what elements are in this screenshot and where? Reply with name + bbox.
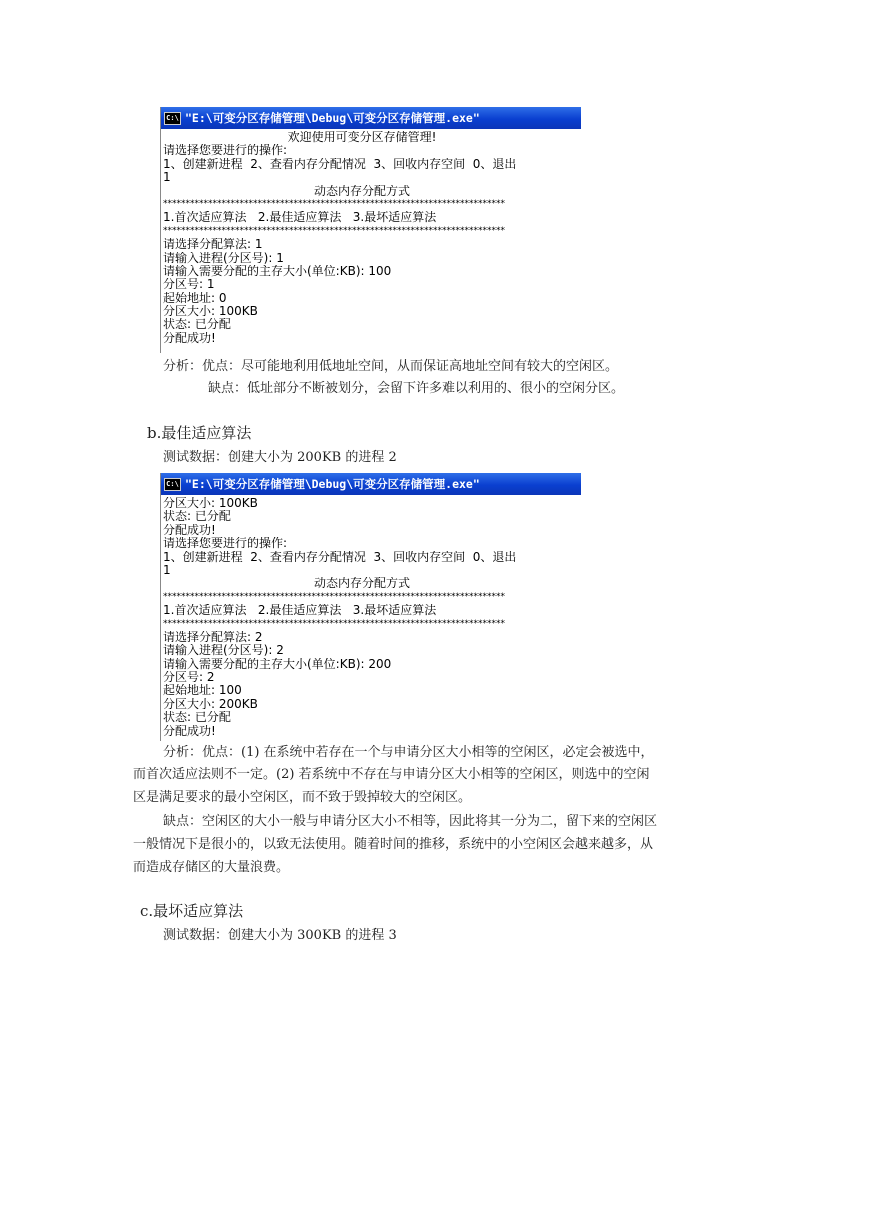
console-line: 1 [163,171,171,185]
console-line: 请选择分配算法: 1 [163,238,263,252]
analysis2-line6: 而造成存储区的大量浪费。 [133,860,290,875]
console-line: 请选择您要进行的操作: [163,144,288,158]
console-line: 分配成功! [163,523,216,537]
console-output [161,495,581,738]
console-line: 分区大小: 100KB [163,305,258,319]
console-line: 请输入需要分配的主存大小(单位:KB): 100 [163,264,392,278]
console-line: 状态: 已分配 [163,318,231,332]
console-line: 1 [163,563,171,577]
console-line: 分区号: 2 [163,671,215,685]
analysis2-line3: 区是满足要求的最小空闲区，而不致于毁掉较大的空闲区。 [133,790,472,805]
console-line: **************************************************************************** [163,225,505,236]
analysis2-line4: 缺点：空闲区的大小一般与申请分区大小不相等，因此将其一分为二，留下来的空闲区 [163,814,658,829]
console-line: 1.首次适应算法 2.最佳适应算法 3.最坏适应算法 [163,211,437,225]
console-title-bar [161,473,581,495]
section-heading-b: b.最佳适应算法 [147,424,252,442]
analysis-advantage: 分析：优点：尽可能地利用低地址空间，从而保证高地址空间有较大的空闲区。 [163,359,619,374]
analysis2-line1: 分析：优点：(1) 在系统中若存在一个与申请分区大小相等的空闲区，必定会被选中， [163,745,654,760]
console-line: 请选择您要进行的操作: [163,537,288,551]
console-line: 分配成功! [163,331,216,345]
console-window-2 [160,473,581,741]
console-title-bar [161,107,581,129]
console-line: 1、创建新进程 2、查看内存分配情况 3、回收内存空间 0、退出 [163,157,517,171]
test-data-b: 测试数据：创建大小为 200KB 的进程 2 [163,450,397,465]
console-line: 分区号: 1 [163,278,215,292]
console-line: 1.首次适应算法 2.最佳适应算法 3.最坏适应算法 [163,604,437,618]
console-line: 请输入需要分配的主存大小(单位:KB): 200 [163,657,392,671]
console-line: **************************************************************************** [163,591,505,602]
console-line: 分区大小: 200KB [163,697,258,711]
console-icon: C:\ [164,478,181,491]
console-line: 请输入进程(分区号): 2 [163,644,284,658]
console-line: 状态: 已分配 [163,510,231,524]
console-line: 状态: 已分配 [163,711,231,725]
console-output [161,129,581,345]
console-line: 动态内存分配方式 [313,184,410,198]
analysis2-line2: 而首次适应法则不一定。(2) 若系统中不存在与申请分区大小相等的空闲区，则选中的空闲 [133,767,650,782]
console-line: 动态内存分配方式 [313,577,410,591]
console-icon: C:\ [164,112,181,125]
console-line: 分配成功! [163,724,216,738]
console-title: "E:\可变分区存储管理\Debug\可变分区存储管理.exe" [185,477,480,491]
console-line: 1、创建新进程 2、查看内存分配情况 3、回收内存空间 0、退出 [163,550,517,564]
console-line: 欢迎使用可变分区存储管理! [287,131,437,144]
console-line: 请选择分配算法: 2 [163,630,263,644]
console-line: 起始地址: 100 [163,684,242,698]
analysis2-line5: 一般情况下是很小的，以致无法使用。随着时间的推移，系统中的小空闲区会越来越多，从 [133,837,654,852]
analysis-disadvantage: 缺点：低址部分不断被划分，会留下许多难以利用的、很小的空闲分区。 [208,381,625,396]
console-line: 请输入进程(分区号): 1 [163,251,284,265]
console-line: **************************************************************************** [163,618,505,629]
section-heading-c: c.最坏适应算法 [140,902,244,920]
console-line: 起始地址: 0 [163,291,227,305]
console-line: 分区大小: 100KB [163,497,258,510]
test-data-c: 测试数据：创建大小为 300KB 的进程 3 [163,928,397,943]
console-window-1 [160,107,581,353]
console-line: **************************************************************************** [163,198,505,209]
console-title: "E:\可变分区存储管理\Debug\可变分区存储管理.exe" [185,111,480,125]
